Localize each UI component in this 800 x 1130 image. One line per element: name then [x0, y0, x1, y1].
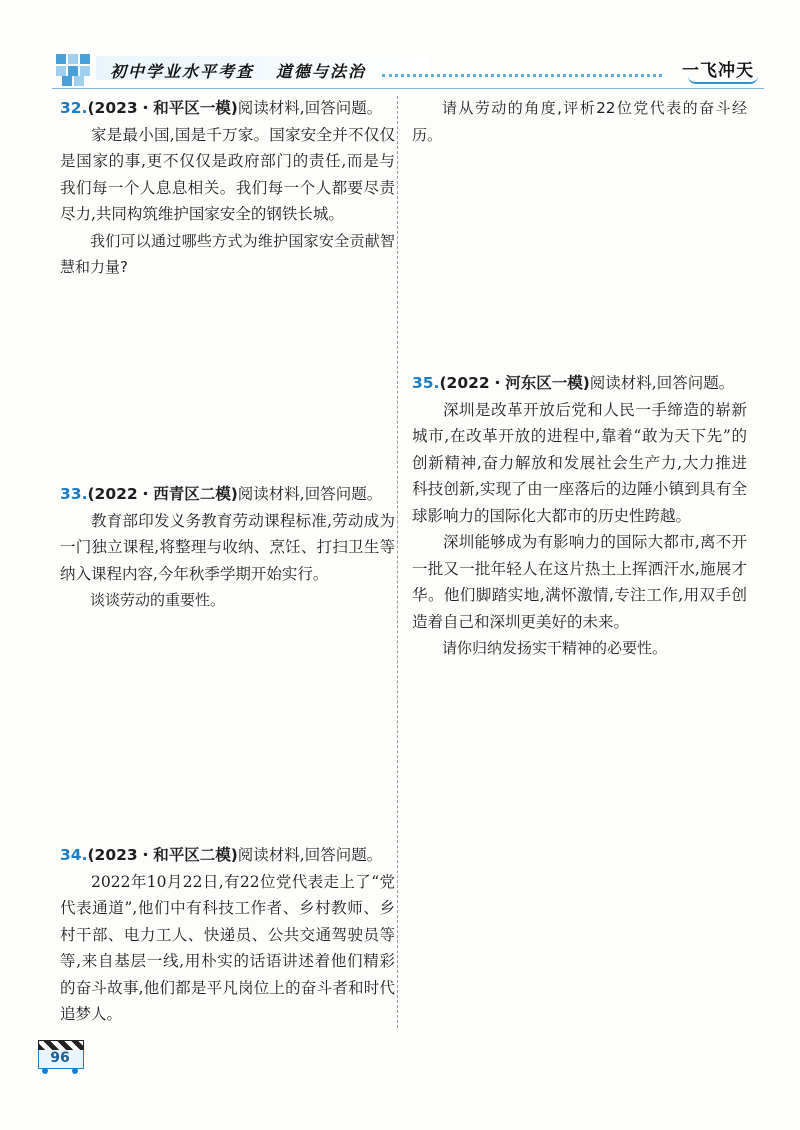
question-number: 35.	[412, 374, 440, 392]
material-paragraph: 家是最小国,国是千万家。国家安全并不仅仅是国家的事,更不仅仅是政府部门的责任,而是与我们每一个人息息相关。我们每一个人都要尽责尽力,共同构筑维护国家安全的钢铁长城。	[60, 125, 395, 223]
book-title: 初中学业水平考查	[110, 62, 255, 81]
header-rule	[52, 88, 764, 89]
material-paragraph: 深圳能够成为有影响力的国际大都市,离不开一批又一批年轻人在这片热土上挥洒汗水,施展才华。他们脚踏实地,满怀激情,专注工作,用双手创造着自己和深圳更美好的未来。	[412, 533, 747, 631]
question-stem: 阅读材料,回答问题。	[237, 846, 383, 864]
question-stem: 阅读材料,回答问题。	[237, 485, 383, 503]
page-header	[52, 46, 764, 90]
header-dotted-line	[382, 74, 662, 77]
question-number: 32.	[60, 99, 88, 117]
material-paragraph: 深圳是改革开放后党和人民一手缔造的崭新城市,在改革开放的进程中,靠着“敢为天下先”的创新精神,奋力解放和发展社会生产力,大力推进科技创新,实现了由一座落后的边陲小镇到具有全球影响力的国际化大都市的历史性跨越。	[412, 400, 747, 525]
question-ask: 请你归纳发扬实干精神的必要性。	[442, 639, 668, 657]
question-ask: 我们可以通过哪些方式为维护国家安全贡献智慧和力量?	[60, 231, 395, 276]
question-stem: 阅读材料,回答问题。	[589, 374, 735, 392]
material-paragraph: 教育部印发义务教育劳动课程标准,劳动成为一门独立课程,将整理与收纳、烹饪、打扫卫生等纳入课程内容,今年秋季学期开始实行。	[60, 511, 395, 583]
question-number: 34.	[60, 846, 88, 864]
column-divider	[397, 96, 398, 1028]
question-35	[412, 370, 747, 662]
question-source: (2023・和平区一模)	[87, 99, 238, 117]
question-source: (2022・西青区二模)	[87, 485, 238, 503]
brand-swoosh-icon	[688, 76, 758, 84]
header-title	[110, 59, 388, 82]
question-source: (2023・和平区二模)	[87, 846, 238, 864]
subject-title: 道德与法治	[276, 62, 367, 81]
page-number-badge	[36, 1040, 86, 1072]
question-source: (2022・河东区一模)	[439, 374, 590, 392]
question-33	[60, 481, 395, 614]
question-number: 33.	[60, 485, 88, 503]
material-paragraph: 2022年10月22日,有22位党代表走上了“党代表通道”,他们中有科技工作者、乡村教师、乡村干部、电力工人、快递员、公共交通驾驶员等等,来自基层一线,用朴实的话语讲述着他们精彩的奋斗故事,他们都是平凡岗位上的奋斗者和时代追梦人。	[60, 872, 395, 1023]
question-ask: 谈谈劳动的重要性。	[90, 591, 226, 609]
page-number: 96	[50, 1050, 70, 1066]
question-32	[60, 95, 395, 281]
brand-logo: 一飞冲天	[682, 61, 754, 81]
question-34	[60, 842, 395, 1028]
question-ask: 请从劳动的角度,评析22位党代表的奋斗经历。	[412, 99, 747, 144]
question-34-ask	[412, 95, 747, 148]
question-stem: 阅读材料,回答问题。	[237, 99, 383, 117]
